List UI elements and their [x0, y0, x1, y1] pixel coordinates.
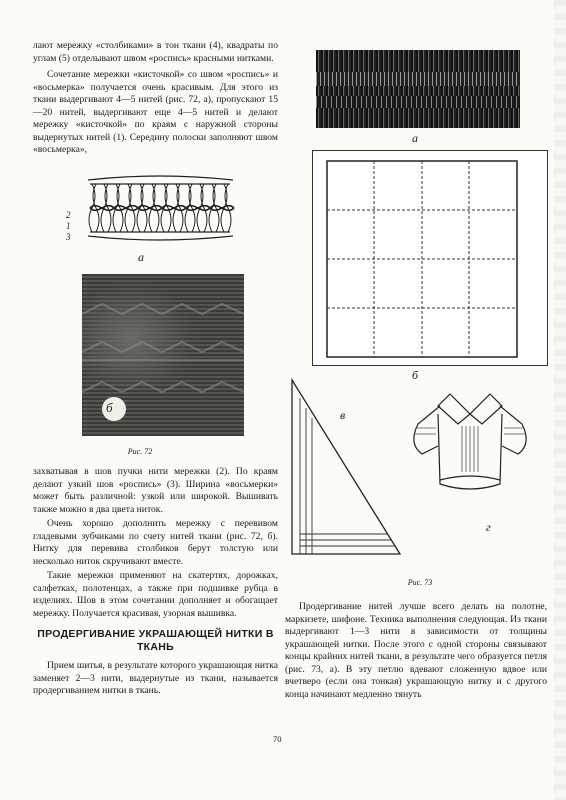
paragraph: Прием шитья, в результате которого украшающая нитка заменяет 2—3 нити, выдернутые из ткани, называется продергиванием нитки в ткань. — [33, 660, 278, 696]
figure-letter: а — [412, 131, 418, 145]
thread-bundle — [213, 184, 219, 232]
thread-bundle — [189, 184, 195, 232]
fig-label: 3 — [66, 232, 71, 242]
thread-bundle — [165, 184, 171, 232]
thread-bundle — [129, 184, 135, 232]
paragraph: Очень хорошо дополнить мережку с перевивом гладевыми зубчиками по счету нитей ткани (рис. 72, б). Нитку для перевива столбиков берут толстую или несколько ниток скручивают вместе. — [33, 518, 278, 567]
thread-bundle — [153, 184, 159, 232]
figure-caption: Рис. 73 — [407, 578, 433, 587]
figure-72a — [66, 170, 240, 250]
thread-bundle — [141, 184, 147, 232]
thread-bundle — [201, 184, 207, 232]
figure-letter: б — [106, 400, 113, 415]
figure-letter: б — [412, 368, 419, 382]
left-column — [33, 40, 278, 157]
page-edge-shadow — [554, 0, 566, 800]
thread-bundle — [93, 184, 99, 232]
page-number: 70 — [273, 734, 282, 744]
fig-label: 1 — [66, 221, 71, 231]
stitch-drawing — [78, 170, 240, 250]
paragraph: захватывая в шов пучки нити мережки (2). По краям делают узкий шов «роспись» (3). Ширина «восьмерки» может быть различной: узкой или широкой. Вышивать также можно в два цвета ниток. — [33, 466, 278, 515]
fig-label: 2 — [66, 210, 71, 220]
thread-bundle — [105, 184, 111, 232]
thread-bundle — [89, 184, 95, 232]
thread-bundle — [177, 184, 183, 232]
right-column-text — [285, 601, 547, 701]
figure-72b-photo — [82, 274, 244, 436]
figure-73a-photo — [316, 50, 520, 128]
figure-letter: а — [138, 250, 144, 264]
figure-73g-blouse — [400, 384, 540, 502]
paragraph: Продергивание нитей лучше всего делать на полотне, маркизете, шифоне. Техника выполнения следующая. Из ткани выдергивают 1—3 нити в зависимости от толщины украшающей нитки. После этого с одной стороны связывают концы крайних нитей ткани, в результате чего образуется петля (рис. 73, а). В эту петлю вдевают сложенную вдвое или вчетверо (если она тонкая) украшающую нитку и с другого конца начинают медленно тянуть — [285, 601, 547, 700]
paragraph: Сочетание мережки «кисточкой» со швом «роспись» и «восьмерка» получается очень красивым. Для этого из ткани выдергивают 4—5 нитей (рис. 72, а), пропускают 15—20 нитей, выдергивают еще 4—5 нитей и делают мережку «кисточкой» по краям с наружной стороны выдернутых нитей (1). Середину полоски заполняют швом «восьмерка», — [33, 69, 278, 155]
paragraph: Такие мережки применяют на скатертях, дорожках, салфетках, полотенцах, а также при подшивке рубца в изделиях. Шов в этом сочетании дополняет и обогащает мережку. Получается красивая, узорная вышивка. — [33, 570, 278, 619]
figure-73b-grid — [312, 150, 548, 366]
figure-73v-triangle — [290, 378, 402, 556]
figure-letter: в — [340, 408, 346, 422]
paragraph: лают мережку «столбиками» в тон ткани (4), квадраты по углам (5) отделывают швом «роспись» красными нитками. — [33, 40, 278, 64]
left-column-lower — [33, 466, 278, 698]
figure-letter: г — [486, 520, 491, 534]
section-heading: ПРОДЕРГИВАНИЕ УКРАШАЮЩЕЙ НИТКИ В ТКАНЬ — [37, 628, 274, 653]
thread-bundle — [225, 184, 231, 232]
figure-caption: Рис. 72 — [127, 447, 153, 456]
thread-bundle — [117, 184, 123, 232]
